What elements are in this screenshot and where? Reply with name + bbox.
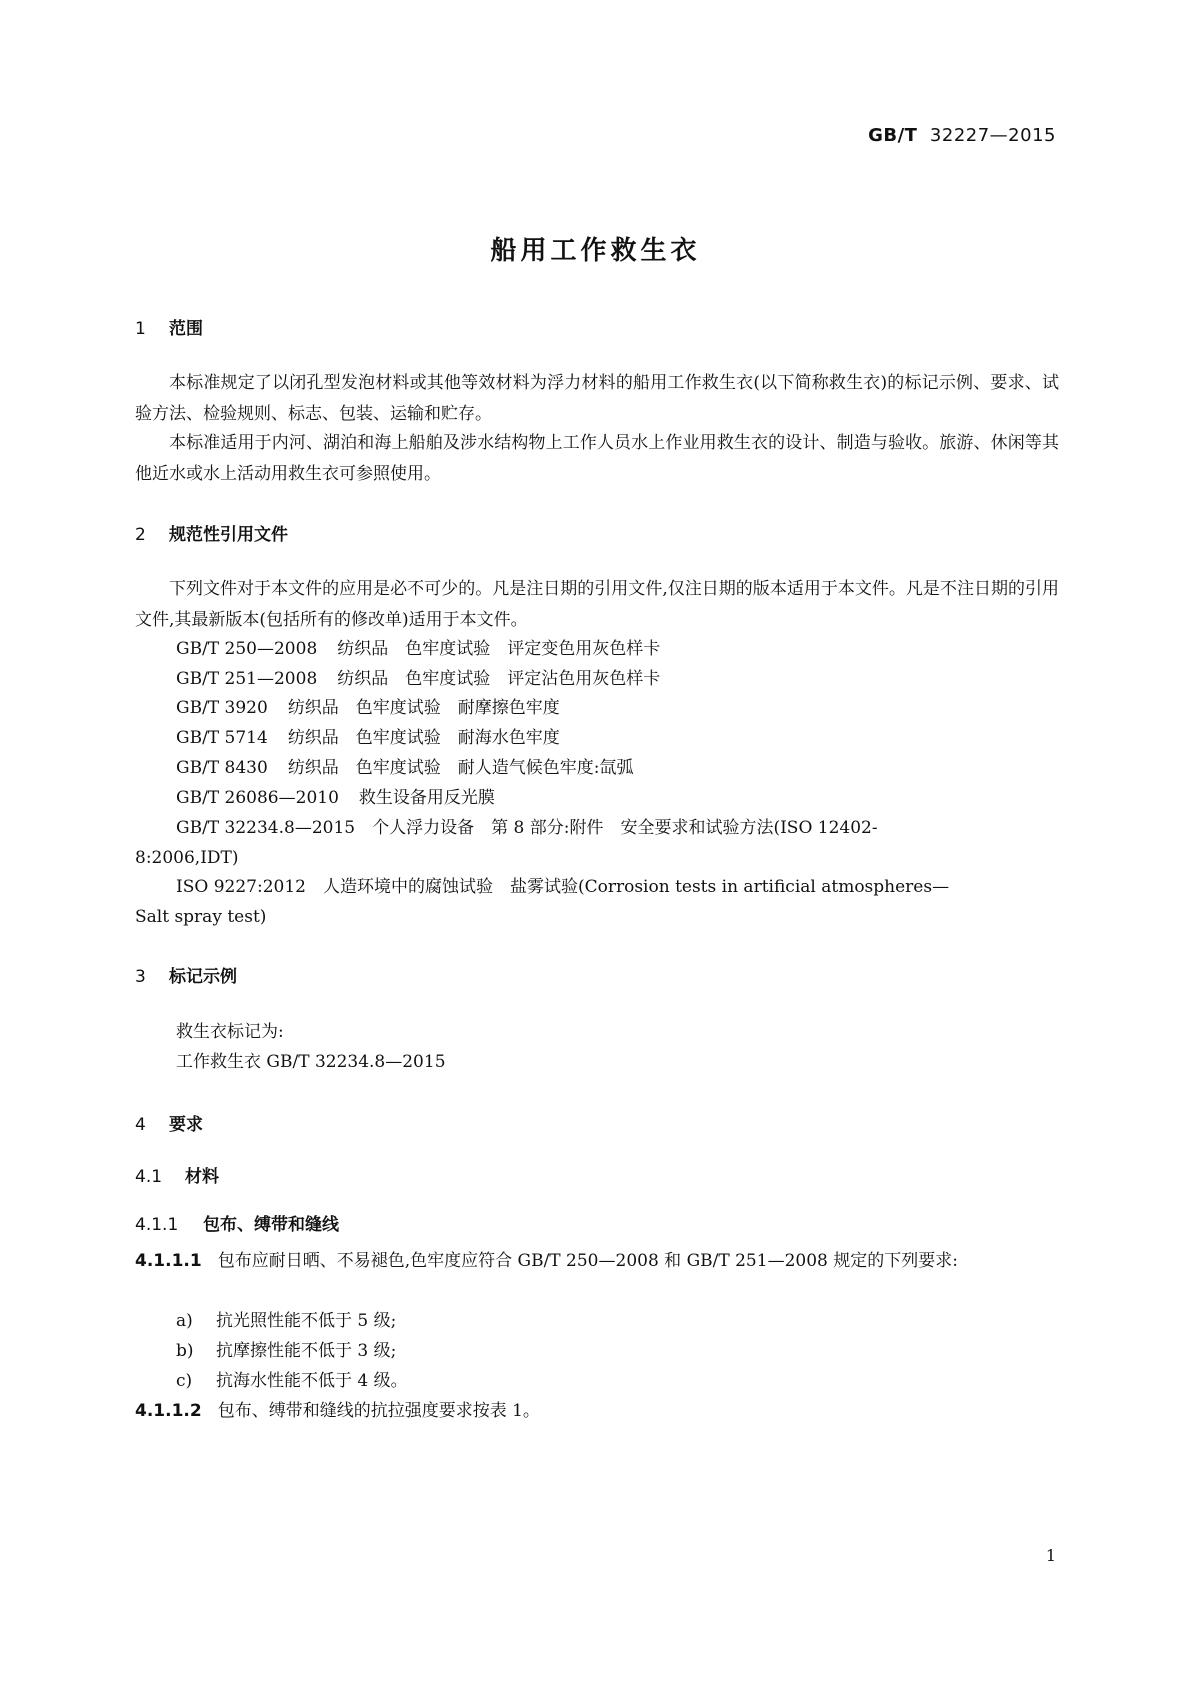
marking-line-2: 工作救生衣 GB/T 32234.8—2015 [176, 1052, 446, 1072]
section-heading-marking [135, 962, 237, 987]
clause-number: 4.1.1.1 [135, 1251, 202, 1271]
reference-code: GB/T 251—2008 [176, 669, 318, 689]
section-title: 材料 [185, 1167, 219, 1187]
clause-4-1-1-2 [135, 1396, 1059, 1427]
section-heading-scope [135, 314, 203, 339]
section-title: 要求 [169, 1115, 203, 1135]
reference-item [176, 753, 634, 784]
clause-number: 4.1.1.2 [135, 1401, 202, 1421]
scope-paragraph-1: 本标准规定了以闭孔型发泡材料或其他等效材料为浮力材料的船用工作救生衣(以下简称救生衣)的标记示例、要求、试验方法、检验规则、标志、包装、运输和贮存。 [135, 373, 1059, 424]
reference-title: 纺织品 色牢度试验 评定沾色用灰色样卡 [337, 669, 661, 689]
reference-item-long-continued: 8:2006,IDT) [135, 848, 239, 868]
reference-item-long: ISO 9227:2012 人造环境中的腐蚀试验 盐雾试验(Corrosion tests in artificial atmospheres— [176, 877, 950, 897]
reference-title: 纺织品 色牢度试验 耐人造气候色牢度:氙弧 [287, 758, 634, 778]
list-text: 抗光照性能不低于 5 级; [216, 1311, 397, 1331]
section-heading-fabric-straps-threads [135, 1210, 339, 1235]
reference-title: 纺织品 色牢度试验 耐摩擦色牢度 [287, 698, 560, 718]
list-text: 抗海水性能不低于 4 级。 [216, 1371, 408, 1391]
page-number: 1 [1045, 1546, 1056, 1565]
section-heading-requirements [135, 1110, 203, 1135]
reference-item [176, 783, 495, 814]
list-marker: b) [176, 1341, 194, 1361]
reference-item [176, 723, 560, 754]
reference-title: 纺织品 色牢度试验 耐海水色牢度 [287, 728, 560, 748]
reference-item [176, 693, 560, 724]
section-number: 4 [135, 1115, 146, 1135]
reference-code: GB/T 5714 [176, 728, 268, 748]
section-title: 规范性引用文件 [169, 525, 288, 545]
standard-code-number: 32227—2015 [929, 125, 1056, 146]
standard-code-prefix: GB/T [868, 125, 918, 146]
list-marker: a) [176, 1311, 193, 1331]
section-number: 3 [135, 967, 146, 987]
list-text: 抗摩擦性能不低于 3 级; [216, 1341, 397, 1361]
reference-code: GB/T 3920 [176, 698, 268, 718]
marking-line-1: 救生衣标记为: [176, 1022, 284, 1042]
clause-4-1-1-1 [135, 1246, 1059, 1277]
scope-paragraph-2: 本标准适用于内河、湖泊和海上船舶及涉水结构物上工作人员水上作业用救生衣的设计、制造与验收。旅游、休闲等其他近水或水上活动用救生衣可参照使用。 [135, 433, 1059, 484]
section-title: 标记示例 [169, 967, 237, 987]
standard-code [868, 125, 1056, 146]
section-title: 包布、缚带和缝线 [203, 1215, 339, 1235]
reference-title: 纺织品 色牢度试验 评定变色用灰色样卡 [337, 639, 661, 659]
reference-item [176, 664, 660, 695]
list-item [176, 1306, 396, 1337]
reference-code: GB/T 250—2008 [176, 639, 318, 659]
section-number: 4.1.1 [135, 1215, 179, 1235]
section-number: 4.1 [135, 1167, 163, 1187]
reference-code: GB/T 26086—2010 [176, 788, 339, 808]
section-heading-materials [135, 1162, 219, 1187]
section-title: 范围 [169, 319, 203, 339]
references-intro: 下列文件对于本文件的应用是必不可少的。凡是注日期的引用文件,仅注日期的版本适用于本文件。凡是不注日期的引用文件,其最新版本(包括所有的修改单)适用于本文件。 [135, 579, 1059, 630]
list-item [176, 1336, 396, 1367]
reference-item-long-continued: Salt spray test) [135, 907, 267, 927]
document-title: 船用工作救生衣 [490, 236, 701, 266]
section-number: 1 [135, 319, 146, 339]
reference-item-long: GB/T 32234.8—2015 个人浮力设备 第 8 部分:附件 安全要求和试验方法(ISO 12402- [176, 818, 878, 838]
section-heading-references [135, 520, 288, 545]
clause-text: 包布、缚带和缝线的抗拉强度要求按表 1。 [217, 1401, 540, 1421]
list-marker: c) [176, 1371, 193, 1391]
clause-text: 包布应耐日晒、不易褪色,色牢度应符合 GB/T 250—2008 和 GB/T 251—2008 规定的下列要求: [217, 1251, 958, 1271]
reference-title: 救生设备用反光膜 [358, 788, 495, 808]
list-item [176, 1366, 408, 1397]
section-number: 2 [135, 525, 146, 545]
reference-item [176, 634, 660, 665]
reference-code: GB/T 8430 [176, 758, 268, 778]
